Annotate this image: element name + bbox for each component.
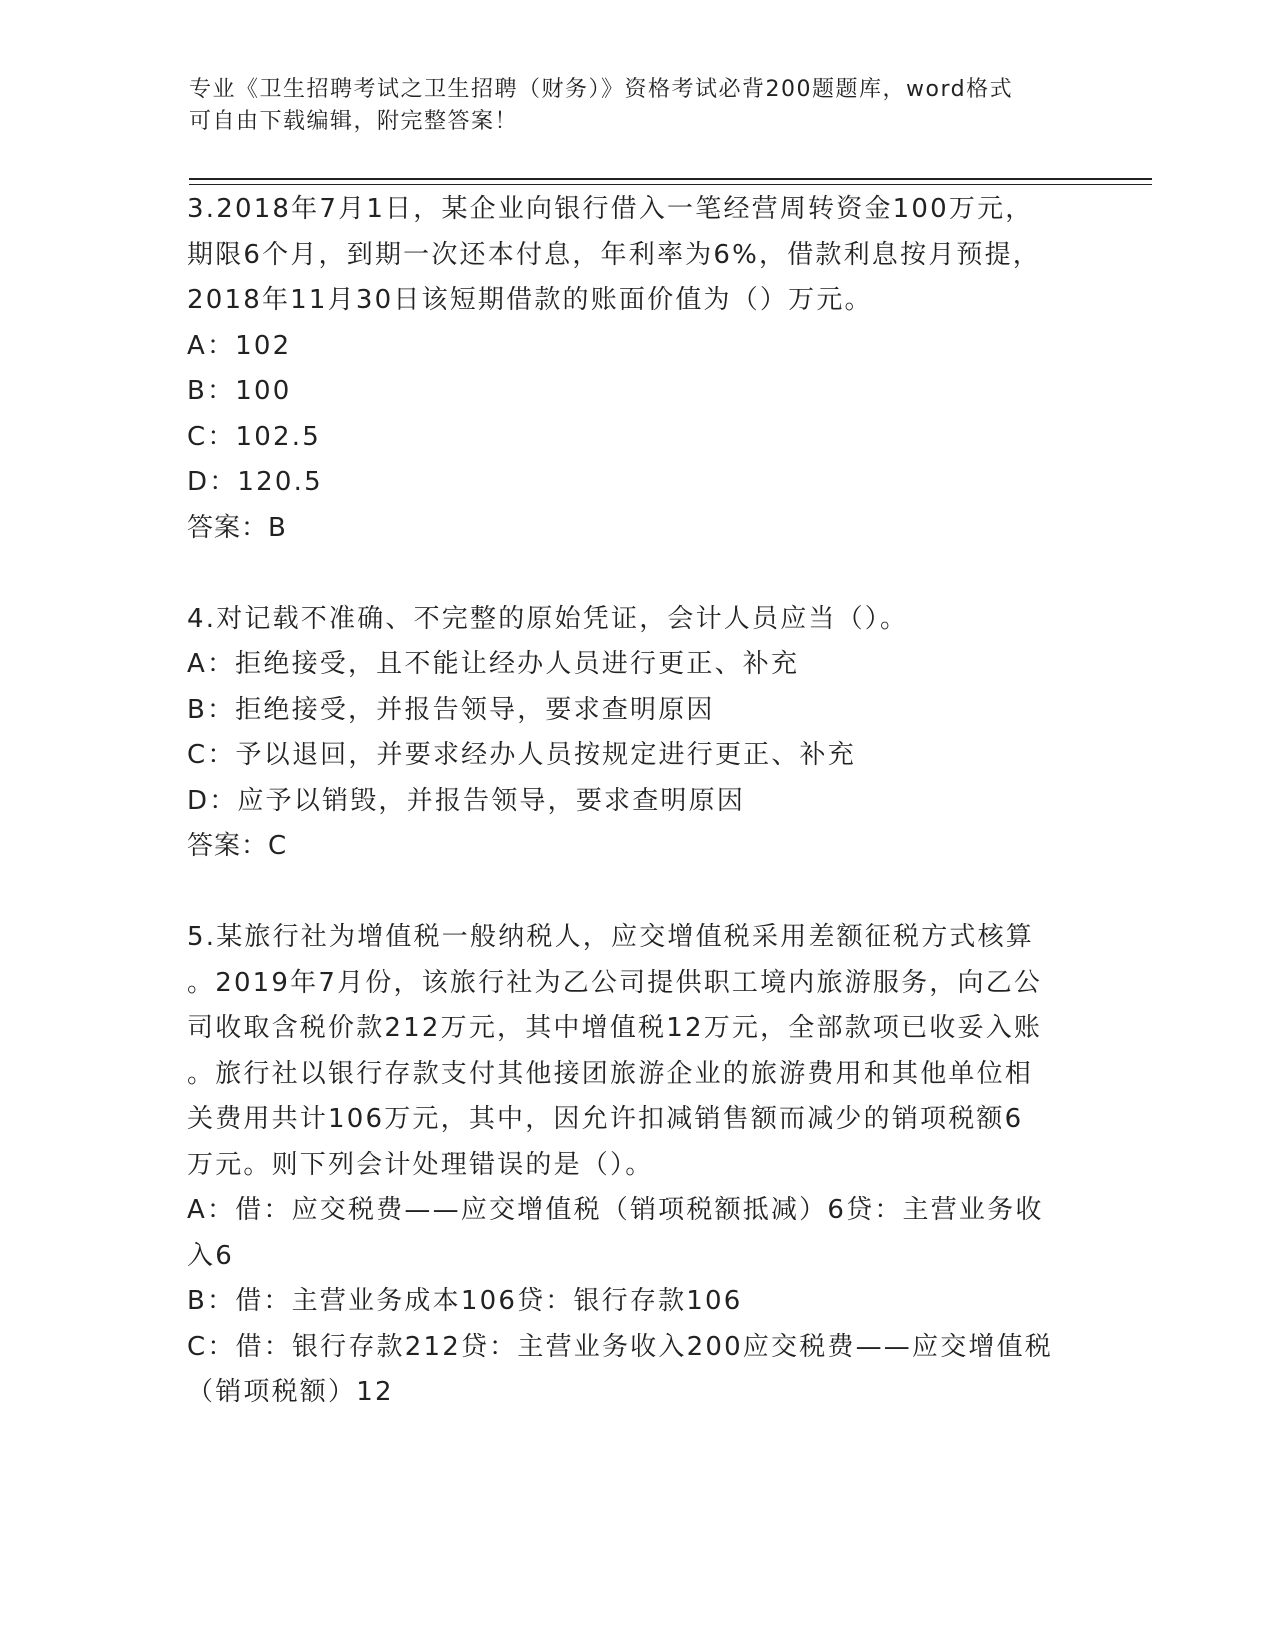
question-list bbox=[187, 187, 1087, 1416]
question-stem-line: 关费用共计106万元，其中，因允许扣减销售额而减少的销项税额6 bbox=[187, 1104, 1024, 1134]
header-title-line-1: 专业《卫生招聘考试之卫生招聘（财务）》资格考试必背200题题库，word格式 bbox=[189, 77, 1014, 102]
question-spacer bbox=[187, 870, 1087, 916]
option-c: C：予以退回，并要求经办人员按规定进行更正、补充 bbox=[187, 740, 856, 770]
question-stem-line: 5.某旅行社为增值税一般纳税人，应交增值税采用差额征税方式核算 bbox=[187, 922, 1035, 952]
option-b: B：借：主营业务成本106贷：银行存款106 bbox=[187, 1286, 743, 1316]
header-title-line-2: 可自由下载编辑，附完整答案！ bbox=[189, 109, 519, 134]
question-stem-line: 3.2018年7月1日，某企业向银行借入一笔经营周转资金100万元， bbox=[187, 194, 1034, 224]
answer-label: 答案：C bbox=[187, 831, 288, 861]
question-stem-line: 。2019年7月份，该旅行社为乙公司提供职工境内旅游服务，向乙公 bbox=[187, 967, 1043, 998]
option-d: D：应予以销毁，并报告领导，要求查明原因 bbox=[187, 785, 746, 816]
option-a: A：拒绝接受，且不能让经办人员进行更正、补充 bbox=[187, 649, 800, 679]
question-stem-line: 2018年11月30日该短期借款的账面价值为（）万元。 bbox=[187, 285, 873, 315]
question-stem-line: 万元。则下列会计处理错误的是（）。 bbox=[187, 1149, 654, 1180]
option-b: B：拒绝接受，并报告领导，要求查明原因 bbox=[187, 694, 715, 725]
question-stem-line: 司收取含税价款212万元，其中增值税12万元，全部款项已收妥入账 bbox=[187, 1013, 1043, 1043]
option-c: C：102.5 bbox=[187, 421, 321, 452]
option-a: A：102 bbox=[187, 330, 292, 361]
question-4 bbox=[187, 597, 1087, 870]
answer-label: 答案：B bbox=[187, 512, 287, 543]
document-header bbox=[189, 74, 1069, 138]
option-c-continued: （销项税额）12 bbox=[187, 1377, 394, 1407]
question-stem-line: 4.对记载不准确、不完整的原始凭证，会计人员应当（）。 bbox=[187, 603, 909, 634]
option-b: B：100 bbox=[187, 376, 292, 406]
header-divider-thick bbox=[189, 178, 1152, 180]
option-c: C：借：银行存款212贷：主营业务收入200应交税费——应交增值税 bbox=[187, 1331, 1054, 1362]
question-3 bbox=[187, 187, 1087, 551]
option-a: A：借：应交税费——应交增值税（销项税额抵减）6贷：主营业务收 bbox=[187, 1195, 1044, 1225]
option-d: D：120.5 bbox=[187, 467, 323, 497]
option-a-continued: 入6 bbox=[187, 1240, 234, 1271]
question-stem-line: 。旅行社以银行存款支付其他接团旅游企业的旅游费用和其他单位相 bbox=[187, 1058, 1034, 1089]
header-divider-thin bbox=[189, 184, 1152, 185]
question-stem-line: 期限6个月，到期一次还本付息，年利率为6%，借款利息按月预提， bbox=[187, 239, 1041, 270]
question-spacer bbox=[187, 551, 1087, 597]
question-5 bbox=[187, 915, 1087, 1416]
